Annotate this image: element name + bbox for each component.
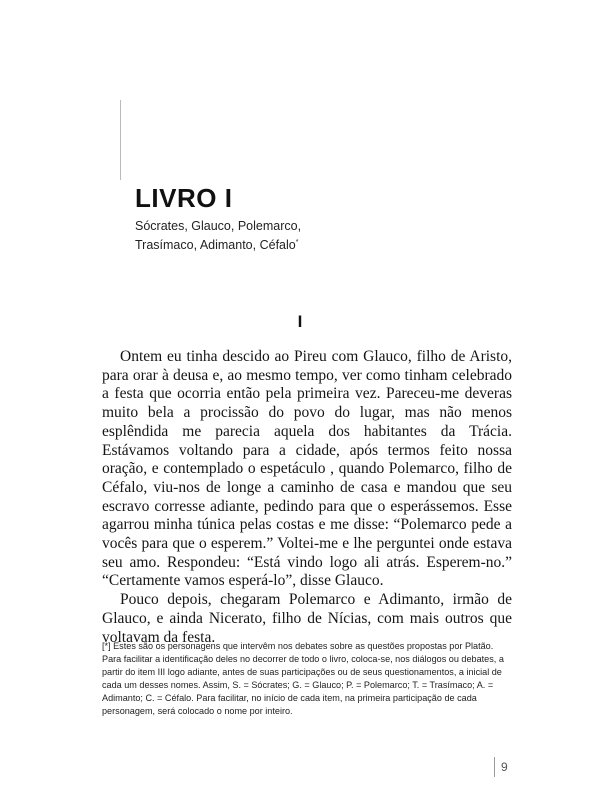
chapter-title xyxy=(135,183,495,213)
decorative-vertical-rule xyxy=(120,100,121,180)
chapter-heading-block xyxy=(135,183,495,255)
section-number: I xyxy=(297,312,303,331)
paragraph-1: Ontem eu tinha descido ao Pireu com Glauco, filho de Aristo, para orar à deusa e, ao mesmo tempo, ver como tinham celebrado a festa que ocorria então pela primeira vez. Pareceu-me deveras muito bela a procissão do povo do lugar, mas não menos esplêndida me parecia aquela dos habitantes da Trácia. Estávamos voltando para a cidade, após termos feito nossa oração, e contemplado o espetáculo , quando Polemarco, filho de Céfalo, viu-nos de longe a caminho de casa e mandou que seu escravo corresse adiante, pedindo para que o esperássemos. Esse agarrou minha túnica pelas costas e me disse: “Polemarco pede a vocês para que o esperem.” Voltei-me e lhe perguntei onde estava seu amo. Respondeu: “Está vindo logo ali atrás. Esperem-no.” “Certamente vamos esperá-lo”, disse Glauco. xyxy=(102,348,512,590)
page-number: 9 xyxy=(501,760,508,774)
characters-list xyxy=(135,217,495,255)
paragraph-2: Pouco depois, chegaram Polemarco e Adimanto, irmão de Glauco, e ainda Nicerato, filho de Nícias, com mais outros que voltavam da festa. xyxy=(102,591,512,646)
characters-line-1: Sócrates, Glauco, Polemarco, xyxy=(135,219,302,233)
body-text xyxy=(102,348,512,647)
footnote: [*] Estes são os personagens que intervêm nos debates sobre as questões propostas por Platão. Para facilitar a identificação deles no decorrer de todo o livro, coloca-se, nos diálogos ou debates, a partir do item III logo adiante, antes de suas participações ou de seus questionamentos, a inicial de cada um desses nomes. Assim, S. = Sócrates; G. = Glauco; P. = Polemarco; T. = Trasímaco; A. = Adimanto; C. = Céfalo. Para facilitar, no início de cada item, na primeira participação de cada personagem, será colocado o nome por inteiro. xyxy=(102,641,504,716)
chapter-title-numeral: I xyxy=(224,183,233,213)
characters-line-2-text: Trasímaco, Adimanto, Céfalo xyxy=(135,238,296,252)
characters-line-2 xyxy=(135,236,495,255)
chapter-title-word: LIVRO xyxy=(135,183,217,213)
footnote-mark: * xyxy=(295,238,299,246)
page-number-divider xyxy=(494,757,495,777)
